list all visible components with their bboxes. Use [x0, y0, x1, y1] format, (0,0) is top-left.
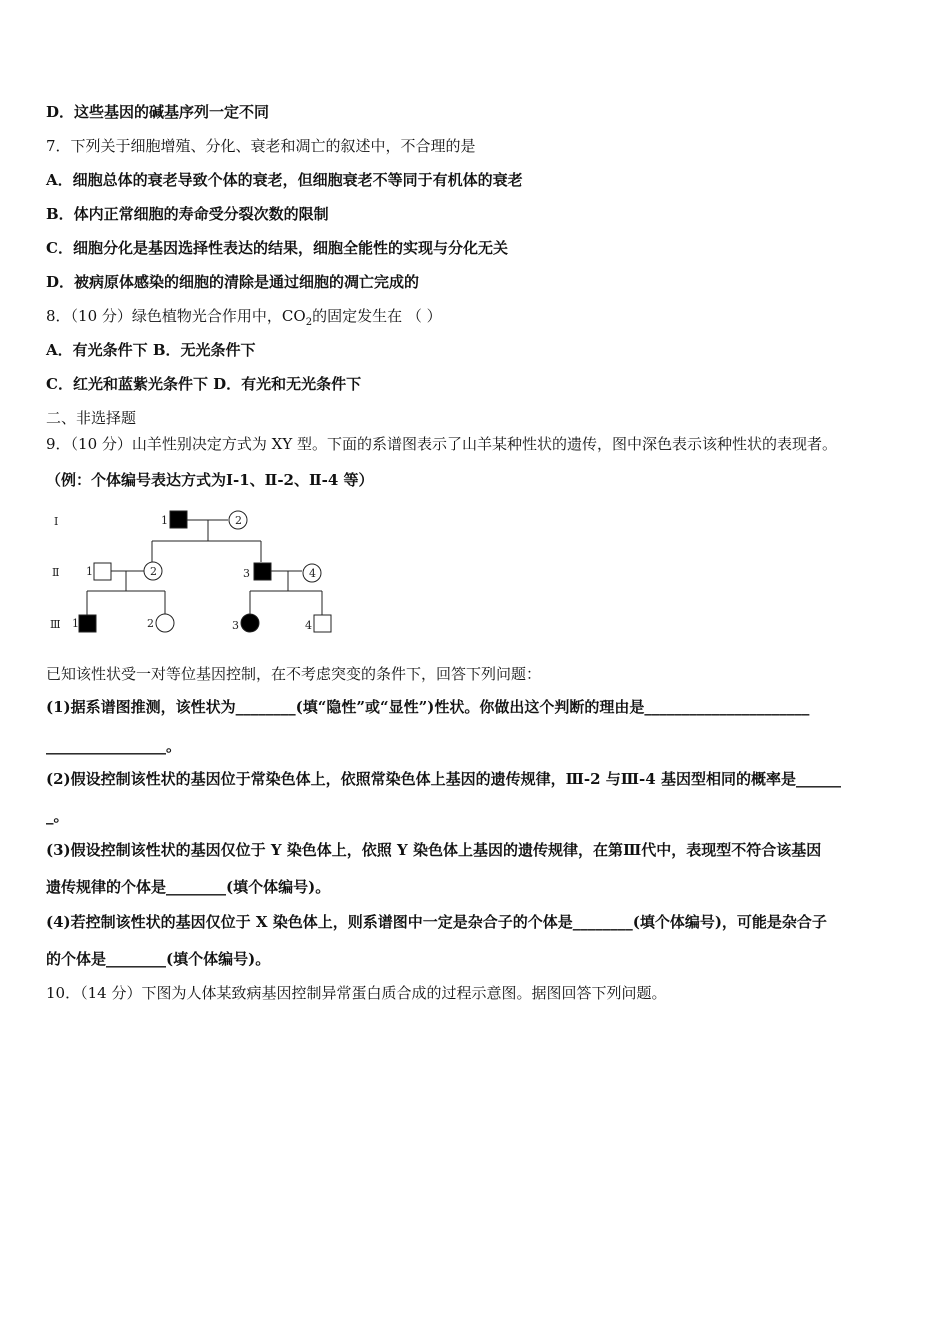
pedigree-label-iii2: 2: [147, 617, 154, 630]
pedigree-individual-ii3: [254, 563, 271, 580]
q9-part4-line1: (4)若控制该性状的基因仅位于 X 染色体上，则系谱图中一定是杂合子的个体是________(填个体编号)，可能是杂合子: [46, 913, 827, 931]
pedigree-gen-label-ii: Ⅱ: [52, 566, 60, 579]
q7-stem: 7．下列关于细胞增殖、分化、衰老和凋亡的叙述中，不合理的是: [46, 137, 476, 155]
pedigree-individual-ii1: [94, 563, 111, 580]
pedigree-label-i1: 1: [161, 514, 168, 527]
pedigree-label-ii4: 4: [309, 567, 316, 580]
q9-part2-line2: _。: [46, 807, 69, 825]
section-title: 二、非选择题: [46, 409, 137, 427]
pedigree-label-i2: 2: [235, 514, 242, 527]
q8-stem-prefix: 8．（10 分）绿色植物光合作用中，CO: [46, 307, 306, 325]
q7-option-b: B．体内正常细胞的寿命受分裂次数的限制: [46, 205, 329, 223]
q9-part3-line1: (3)假设控制该性状的基因仅位于 Y 染色体上，依照 Y 染色体上基因的遗传规律，在第Ⅲ代中，表现型不符合该基因: [46, 841, 822, 859]
q9-part4-line2: 的个体是________(填个体编号)。: [46, 950, 271, 968]
q9-intro: 已知该性状受一对等位基因控制，在不考虑突变的条件下，回答下列问题：: [46, 665, 542, 683]
q8-stem: [46, 306, 442, 333]
q10-stem: 10．（14 分）下图为人体某致病基因控制异常蛋白质合成的过程示意图。据图回答下列问题。: [46, 984, 667, 1002]
pedigree-gen-label-i: Ⅰ: [54, 515, 59, 528]
pedigree-individual-i1: [170, 511, 187, 528]
pedigree-label-ii1: 1: [86, 565, 93, 578]
q9-example: （例：个体编号表达方式为Ⅰ-1、Ⅱ-2、Ⅱ-4 等）: [46, 471, 374, 489]
pedigree-individual-iii3: [241, 614, 259, 632]
q9-stem: 9．（10 分）山羊性别决定方式为 XY 型。下面的系谱图表示了山羊某种性状的遗传，图中深色表示该种性状的表现者。: [46, 435, 838, 453]
q8-options-ab: A．有光条件下 B．无光条件下: [46, 341, 256, 359]
pedigree-label-ii2: 2: [150, 565, 157, 578]
q9-part1-line2: ________________。: [46, 737, 182, 755]
q7-option-d: D．被病原体感染的细胞的清除是通过细胞的凋亡完成的: [46, 273, 420, 291]
pedigree-gen-label-iii: Ⅲ: [50, 618, 61, 631]
q6-option-d: D．这些基因的碱基序列一定不同: [46, 103, 270, 121]
pedigree-label-ii3: 3: [243, 567, 250, 580]
pedigree-chart: [46, 505, 346, 640]
pedigree-individual-iii2: [156, 614, 174, 632]
q7-option-a: A．细胞总体的衰老导致个体的衰老，但细胞衰老不等同于有机体的衰老: [46, 171, 523, 189]
pedigree-individual-iii4: [314, 615, 331, 632]
pedigree-label-iii1: 1: [72, 617, 79, 630]
q8-stem-suffix: 的固定发生在 （ ）: [312, 307, 442, 325]
q9-part3-line2: 遗传规律的个体是________(填个体编号)。: [46, 878, 331, 896]
q7-option-c: C．细胞分化是基因选择性表达的结果，细胞全能性的实现与分化无关: [46, 239, 508, 257]
q8-stem-subscript: 2: [305, 317, 313, 328]
q9-part2-line1: (2)假设控制该性状的基因位于常染色体上，依照常染色体上基因的遗传规律，Ⅲ-2 与Ⅲ-4 基因型相同的概率是______: [46, 770, 841, 788]
pedigree-label-iii4: 4: [305, 619, 312, 632]
pedigree-individual-iii1: [79, 615, 96, 632]
q9-part1-line1: (1)据系谱图推测，该性状为________(填“隐性”或“显性”)性状。你做出这个判断的理由是______________________: [46, 698, 810, 716]
pedigree-label-iii3: 3: [232, 619, 239, 632]
q8-options-cd: C．红光和蓝紫光条件下 D．有光和无光条件下: [46, 375, 362, 393]
